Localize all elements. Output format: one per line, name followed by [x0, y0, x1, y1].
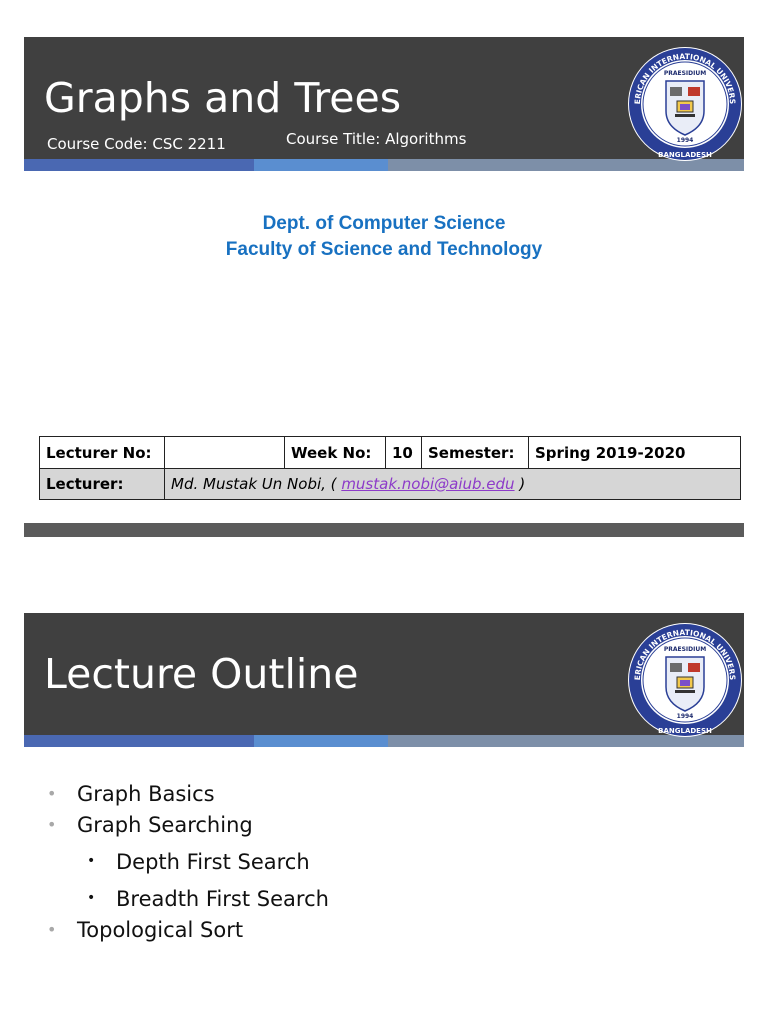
bullet-icon: •: [47, 920, 57, 939]
week-no-label: Week No:: [285, 437, 386, 469]
faculty-name: Faculty of Science and Technology: [225, 239, 543, 260]
svg-text:BANGLADESH: BANGLADESH: [658, 151, 712, 159]
svg-text:BANGLADESH: BANGLADESH: [658, 727, 712, 735]
week-no-value: 10: [386, 437, 422, 469]
lecturer-close-paren: ): [519, 475, 526, 493]
slide1-title: Graphs and Trees: [44, 74, 402, 122]
bullet-icon: •: [47, 815, 57, 834]
lecture-info-table: [39, 436, 741, 500]
slide2-title: Lecture Outline: [44, 650, 359, 698]
list-item: Graph Basics: [77, 782, 215, 806]
course-title: Course Title: Algorithms: [286, 130, 467, 148]
svg-text:PRAESIDIUM: PRAESIDIUM: [663, 70, 707, 77]
course-code: Course Code: CSC 2211: [47, 135, 226, 153]
list-item: Graph Searching: [77, 813, 253, 837]
lecturer-no-label: Lecturer No:: [40, 437, 165, 469]
department-heading: [0, 211, 768, 263]
bullet-icon: •: [87, 890, 96, 906]
list-item: Depth First Search: [116, 850, 310, 874]
bullet-icon: •: [87, 853, 96, 869]
university-logo: [626, 621, 744, 739]
table-row: [40, 437, 741, 469]
slide1-bottom-bar: [24, 523, 744, 537]
lecturer-no-value: [165, 437, 285, 469]
lecturer-email-link[interactable]: mustak.nobi@aiub.edu: [341, 475, 515, 493]
bullet-icon: •: [47, 784, 57, 803]
university-seal-icon: [626, 621, 744, 739]
lecturer-label: Lecturer:: [40, 469, 165, 500]
svg-text:AMERICAN INTERNATIONAL UNIVERS: ERICAN INTERNATIONAL UNIVERS: [632, 627, 738, 681]
department-name: Dept. of Computer Science: [262, 213, 506, 234]
lecturer-name: Md. Mustak Un Nobi, (: [171, 475, 337, 493]
semester-value: Spring 2019-2020: [529, 437, 741, 469]
university-logo: [626, 45, 744, 163]
lecturer-details: [165, 469, 741, 500]
svg-text:1994: 1994: [676, 713, 694, 720]
table-row: [40, 469, 741, 500]
list-item: Topological Sort: [77, 918, 244, 942]
svg-text:AMERICAN INTERNATIONAL UNIVERS: ERICAN INTERNATIONAL UNIVERS: [632, 51, 738, 105]
svg-text:PRAESIDIUM: PRAESIDIUM: [663, 646, 707, 653]
svg-text:1994: 1994: [676, 137, 694, 144]
list-item: Breadth First Search: [116, 887, 329, 911]
university-seal-icon: [626, 45, 744, 163]
semester-label: Semester:: [422, 437, 529, 469]
